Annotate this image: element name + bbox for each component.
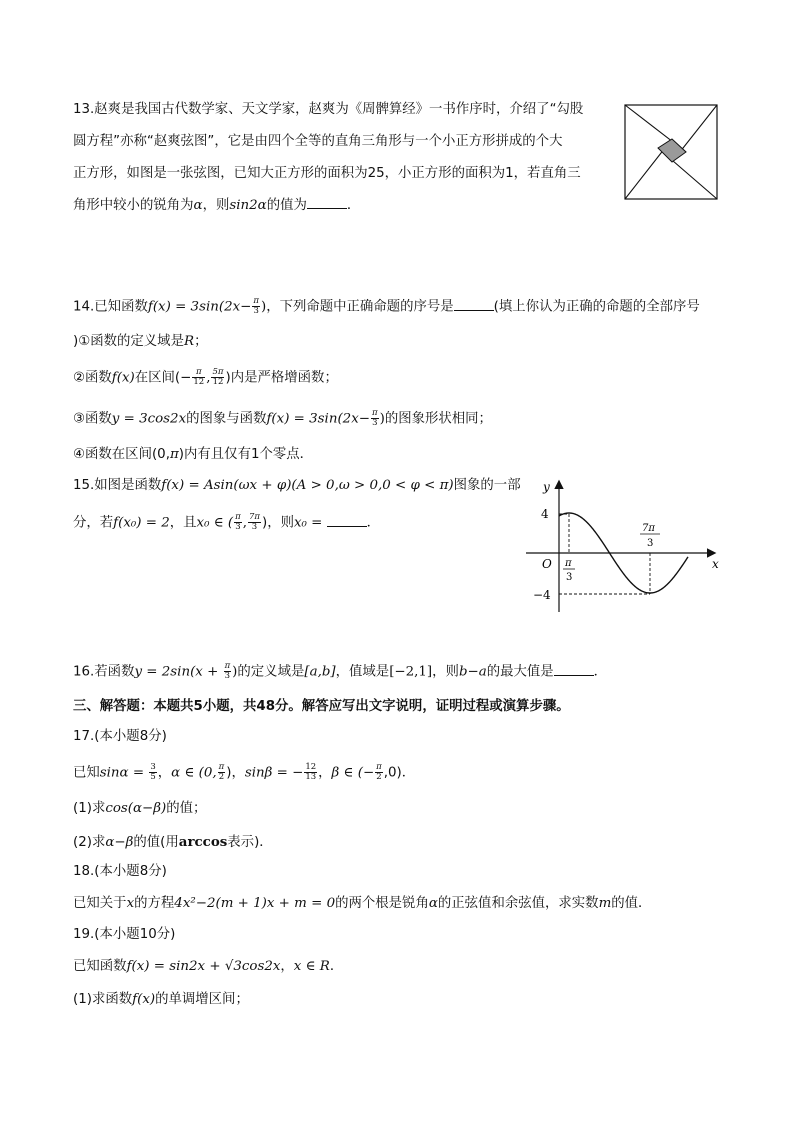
q15-text: ，且 (169, 515, 197, 531)
q15-line2: 分，若f(x₀) = 2，且x₀ ∈ ( $\frac{\pi}{3}$ , $\frac{7\pi}{3}$ )，则x₀ = ． (73, 512, 381, 532)
q14-text: (填上你认为正确的命题的全部序号 (493, 299, 700, 315)
q15-cond: f(x₀) = 2 (113, 515, 170, 531)
q14-opt1 (73, 332, 207, 352)
q13-alpha: α (193, 198, 203, 213)
q16-range: [−2,1] (389, 664, 433, 680)
q14-frac (252, 297, 260, 316)
q17-text: ， (157, 765, 172, 781)
frac-num: 12 (305, 762, 317, 772)
q13-line2: 圆方程”亦称“赵爽弦图”，它是由四个全等的直角三角形与一个小正方形拼成的个大 (73, 134, 563, 149)
q17-text: ,0)． (383, 765, 416, 781)
q17-beta-range: β ∈ (− (331, 765, 375, 781)
q15-lead: 15.如图是函数 (73, 478, 162, 493)
q19-part1 (73, 990, 249, 1010)
q16-end: ． (593, 664, 608, 680)
q13-text: 角形中较小的锐角为 (73, 198, 194, 213)
q15-text: 分，若 (73, 515, 114, 531)
q18-title: 18.(本小题8分) (73, 864, 167, 879)
q16-expr: y = 2sin(x + (134, 664, 223, 680)
q19-expr: f(x) = sin2x + √3cos2x (126, 959, 281, 974)
frac-den: 2 (376, 772, 382, 782)
q14-stem (73, 297, 700, 318)
tick-pi-over-3-den: 3 (566, 572, 573, 583)
q14-opt3-f: f(x) = 3sin(2x− (266, 411, 370, 427)
q15-func: f(x) = Asin(ωx + φ)(A > 0,ω > 0,0 < φ < π) (161, 478, 454, 493)
q15-x0-range: x₀ ∈ ( (196, 515, 234, 531)
q15-x0eq: x₀ = (293, 515, 327, 531)
q14-opt4 (73, 445, 313, 465)
q18-equation: 4x²−2(m + 1)x + m = 0 (174, 896, 336, 911)
q18-text: 的值． (611, 896, 652, 911)
q14-opt2-text: )内是严格增函数； (225, 370, 338, 386)
q16-text: ，值域是 (335, 664, 390, 680)
q13-end: ． (346, 198, 361, 213)
q14-opt2-frac2 (211, 368, 224, 387)
q18-m: m (598, 896, 612, 911)
q17-alpha-range: α ∈ (0, (171, 765, 217, 781)
q14-opt2-text: ②函数 (73, 370, 112, 386)
q19-text: ， (280, 959, 294, 974)
q15-answer-blank (327, 514, 367, 527)
q14-opt2-frac1 (192, 368, 205, 387)
q13-line4 (73, 196, 360, 216)
q18-stem (73, 894, 651, 914)
q16-diff: b−a (458, 664, 487, 680)
q15-stem (73, 476, 521, 496)
q16-stem (73, 662, 607, 683)
q14-opt3 (73, 409, 492, 430)
q14-opt2 (73, 368, 338, 389)
q14-func: f(x) = 3sin(2x− (147, 299, 252, 315)
q17-text: (1)求 (73, 801, 106, 816)
q16-domain: [a,b] (304, 664, 336, 680)
q13-text: 的值为 (266, 198, 307, 213)
q17-cos-expr: cos(α−β) (105, 801, 167, 816)
q13-answer-blank (307, 196, 347, 209)
tick-pi-over-3-num: π (565, 558, 572, 569)
origin-label: O (542, 557, 552, 571)
q14-paren: ) (260, 299, 267, 315)
q16-answer-blank (554, 663, 594, 676)
q17-sina: sinα = (99, 765, 149, 781)
q16-text: 的定义域是 (237, 664, 305, 680)
q14-opt4-text: ④函数在区间(0, (73, 447, 170, 462)
q14-opt2-text: 在区间(− (134, 370, 192, 386)
tick-7pi-over-3-num: 7π (642, 523, 655, 534)
q18-text: 的两个根是锐角 (335, 896, 429, 911)
q17-text: 的值(用 (133, 835, 179, 850)
q14-opt1-R: R (183, 334, 195, 349)
q17-frac2 (218, 763, 226, 782)
q17-given (73, 763, 415, 784)
q18-text: 的方程 (134, 896, 175, 911)
q13-line1: 13.赵爽是我国古代数学家、天文学家，赵爽为《周髀算经》一书作序时，介绍了“勾股 (73, 102, 584, 117)
frac-num: π (376, 762, 382, 772)
q15-frac1 (234, 513, 242, 532)
tick-7pi-over-3-den: 3 (647, 538, 654, 549)
frac-num: 5π (212, 367, 224, 377)
frac-den: 2 (218, 772, 225, 782)
q16-frac (224, 662, 232, 681)
q16-text: 的最大值是 (486, 664, 554, 680)
q13-text: ，则 (202, 198, 230, 213)
q14-opt1-text: )①函数的定义域是 (73, 334, 184, 349)
q14-opt3-text: 的图象形状相同； (384, 411, 492, 427)
q17-text: 表示)． (227, 835, 273, 850)
q14-opt3-expr: y = 3cos2x (111, 411, 187, 427)
q14-opt3-frac (371, 409, 379, 428)
max-value-label: 4 (541, 507, 549, 521)
q14-opt1-end: ； (194, 334, 208, 349)
q16-paren: ) (232, 664, 238, 680)
q19-f: f(x) (132, 992, 156, 1007)
q14-opt3-text: 的图象与函数 (186, 411, 267, 427)
q14-frac-num: π (253, 296, 259, 306)
q17-text: (2)求 (73, 835, 106, 850)
section-3-heading: 三、解答题：本题共5小题，共48分。解答应写出文字说明，证明过程或演算步骤。 (73, 699, 570, 714)
q14-opt3-text: ③函数 (73, 411, 112, 427)
x-axis-label: x (712, 557, 719, 571)
q13-sin2a: sin2α (229, 198, 267, 213)
frac-den: 3 (372, 418, 378, 428)
q15-end: ． (366, 515, 381, 531)
q17-diff-expr: α−β (105, 835, 134, 850)
min-value-label: −4 (533, 588, 551, 602)
q17-text: )， (226, 765, 245, 781)
q16-lead: 16.若函数 (73, 664, 135, 680)
frac-num: 3 (150, 762, 156, 772)
q17-text: ， (318, 765, 332, 781)
frac-num: π (371, 408, 378, 418)
q16-text: ，则 (432, 664, 459, 680)
q15-text: )，则 (261, 515, 294, 531)
q14-opt4-text: )内有且仅有1个零点． (178, 447, 314, 462)
q19-text: 的单调增区间； (155, 992, 249, 1007)
q19-text: (1)求函数 (73, 992, 133, 1007)
frac-den: 12 (193, 377, 205, 387)
q18-text: 已知关于 (73, 896, 127, 911)
y-axis-label: y (543, 480, 550, 494)
q15-frac2 (248, 513, 261, 532)
q13-line3: 正方形，如图是一张弦图，已知大正方形的面积为25，小正方形的面积为1，若直角三 (73, 166, 581, 181)
q14-answer-blank (454, 298, 494, 311)
frac-den: 13 (305, 772, 317, 782)
frac-den: 3 (235, 522, 241, 532)
q19-text: ． (329, 959, 344, 974)
q19-stem (73, 957, 343, 977)
q17-sinb: sinβ = − (244, 765, 304, 781)
q18-text: 的正弦值和余弦值，求实数 (437, 896, 599, 911)
q14-paren: ) (379, 411, 385, 427)
q19-domain: x ∈ R (293, 959, 330, 974)
zhao-shuang-diagram (624, 104, 718, 200)
q14-opt2-comma: , (206, 370, 211, 386)
q17-arccos: arccos (178, 834, 228, 850)
sine-graph (520, 476, 730, 618)
q14-text: ，下列命题中正确命题的序号是 (266, 299, 454, 315)
frac-num: π (192, 368, 205, 378)
frac-num: 7π (248, 512, 260, 522)
frac-num: π (224, 661, 231, 671)
frac-num: π (218, 762, 225, 772)
q14-lead: 14.已知函数 (73, 299, 148, 315)
q17-text: 的值； (166, 801, 207, 816)
frac-num: π (235, 512, 241, 522)
q14-frac-den: 3 (253, 306, 259, 316)
frac-den: 12 (212, 377, 224, 387)
q17-title: 17.(本小题8分) (73, 729, 167, 744)
q17-part1 (73, 799, 206, 819)
q17-frac1 (149, 763, 156, 782)
q17-frac4 (375, 763, 383, 782)
q15-text: 图象的一部 (453, 478, 521, 493)
q19-text: 已知函数 (73, 959, 127, 974)
q17-part2 (73, 832, 273, 853)
q14-opt4-pi: π (169, 447, 179, 462)
q18-x: x (126, 896, 135, 911)
q17-text: 已知 (73, 765, 100, 781)
frac-den: 5 (150, 772, 156, 782)
q18-alpha: α (428, 896, 438, 911)
q17-frac3 (304, 763, 317, 782)
frac-den: 3 (251, 522, 258, 532)
q14-opt2-f: f(x) (111, 370, 135, 386)
frac-den: 3 (224, 671, 231, 681)
q19-title: 19.(本小题10分) (73, 927, 176, 942)
